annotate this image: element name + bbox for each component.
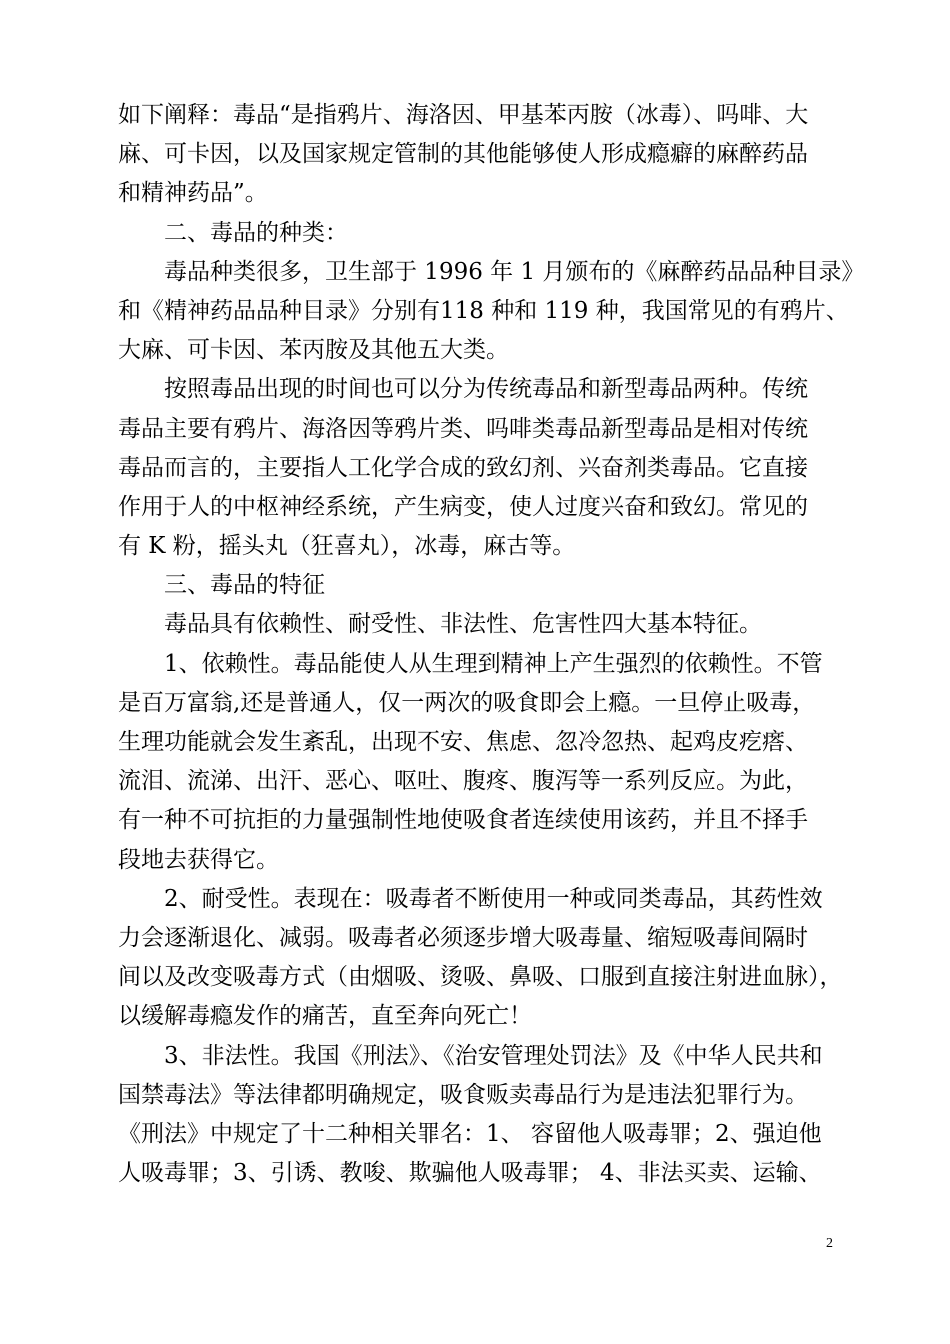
text-line: 流泪、流涕、出汗、恶心、呕吐、腹疼、腹泻等一系列反应。为此，: [118, 768, 808, 795]
text-line: 有 K 粉，摇头丸（狂喜丸），冰毒，麻古等。: [118, 533, 576, 560]
text-line: 1、依赖性。毒品能使人从生理到精神上产生强烈的依赖性。不管: [164, 650, 823, 677]
text-line: 力会逐渐退化、减弱。吸毒者必须逐步增大吸毒量、缩短吸毒间隔时: [118, 924, 808, 951]
text-line: 人吸毒罪；3、引诱、教唆、欺骗他人吸毒罪； 4、非法买卖、运输、: [118, 1160, 822, 1187]
text-line: 毒品具有依赖性、耐受性、非法性、危害性四大基本特征。: [164, 611, 762, 638]
text-line: 二、毒品的种类：: [164, 219, 348, 246]
text-line: 毒品种类很多，卫生部于 1996 年 1 月颁布的《麻醉药品品种目录》: [164, 258, 865, 285]
text-line: 按照毒品出现的时间也可以分为传统毒品和新型毒品两种。传统: [164, 376, 808, 403]
text-line: 和《精神药品品种目录》分别有118 种和 119 种，我国常见的有鸦片、: [118, 297, 849, 324]
text-line: 《刑法》中规定了十二种相关罪名：1、 容留他人吸毒罪；2、强迫他: [118, 1120, 822, 1147]
text-line: 毒品而言的，主要指人工化学合成的致幻剂、兴奋剂类毒品。它直接: [118, 454, 808, 481]
text-line: 和精神药品”。: [118, 180, 268, 207]
text-line: 段地去获得它。: [118, 846, 279, 873]
text-line: 是百万富翁,还是普通人，仅一两次的吸食即会上瘾。一旦停止吸毒，: [118, 689, 816, 716]
text-line: 如下阐释：毒品“是指鸦片、海洛因、甲基苯丙胺（冰毒）、吗啡、大: [118, 102, 809, 128]
text-line: 生理功能就会发生紊乱，出现不安、焦虑、忽冷忽热、起鸡皮疙瘩、: [118, 729, 808, 755]
text-line: 三、毒品的特征: [164, 572, 325, 599]
text-line: 国禁毒法》等法律都明确规定，吸食贩卖毒品行为是违法犯罪行为。: [118, 1081, 808, 1108]
text-line: 有一种不可抗拒的力量强制性地使吸食者连续使用该药，并且不择手: [118, 807, 808, 834]
text-line: 以缓解毒瘾发作的痛苦，直至奔向死亡！: [118, 1003, 532, 1030]
text-line: 2、耐受性。表现在：吸毒者不断使用一种或同类毒品，其药性效: [164, 885, 823, 912]
text-line: 间以及改变吸毒方式（由烟吸、烫吸、鼻吸、口服到直接注射进血脉），: [118, 964, 843, 991]
page-number: 2: [826, 1236, 833, 1251]
text-line: 大麻、可卡因、苯丙胺及其他五大类。: [118, 337, 509, 364]
text-line: 3、非法性。我国《刑法》、《治安管理处罚法》及《中华人民共和: [164, 1042, 823, 1069]
text-line: 作用于人的中枢神经系统，产生病变，使人过度兴奋和致幻。常见的: [118, 493, 808, 520]
text-line: 毒品主要有鸦片、海洛因等鸦片类、吗啡类毒品新型毒品是相对传统: [118, 415, 808, 442]
document-body: [118, 96, 865, 1193]
text-line: 麻、可卡因，以及国家规定管制的其他能够使人形成瘾癖的麻醉药品: [118, 141, 808, 168]
